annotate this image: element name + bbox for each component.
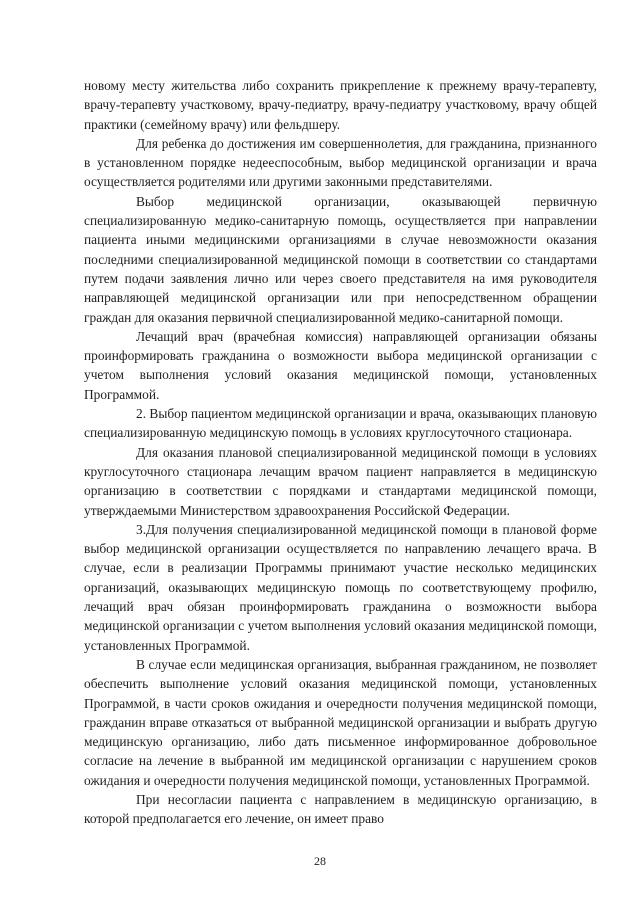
- paragraph-2: Для ребенка до достижения им совершеннолетия, для гражданина, признанного в установленном порядке недееспособным, выбор медицинской организации и врача осуществляется родителями или другими законными представителями.: [84, 135, 597, 190]
- paragraph-8: В случае если медицинская организация, выбранная гражданином, не позволяет обеспечить выполнение условий оказания медицинской помощи, установленных Программой, в части сроков ожидания и очередности получения медицинской помощи, гражданин вправе отказаться от выбранной медицинской организации и выбрать другую медицинскую организацию, либо дать письменное информированное добровольное согласие на лечение в выбранной им медицинской организации с нарушением сроков ожидания и очередности получения медицинской помощи, установленных Программой.: [84, 656, 597, 788]
- paragraph-7: 3.Для получения специализированной медицинской помощи в плановой форме выбор медицинской организации осуществляется по направлению лечащего врача. В случае, если в реализации Программы принимают участие несколько медицинских организаций, оказывающих медицинскую помощь по соответствующему профилю, лечащий врач обязан проинформировать гражданина о возможности выбора медицинской организации с учетом выполнения условий оказания медицинской помощи, установленных Программой.: [84, 521, 597, 653]
- paragraph-9: При несогласии пациента с направлением в медицинскую организацию, в которой предполагается его лечение, он имеет право: [84, 791, 597, 827]
- paragraph-1: новому месту жительства либо сохранить прикрепление к прежнему врачу-терапевту, врачу-терапевту участковому, врачу-педиатру, врачу-педиатру участковому, врачу общей практики (семейному врачу) или фельдшеру.: [84, 78, 597, 132]
- paragraph-6: Для оказания плановой специализированной медицинской помощи в условиях круглосуточного стационара лечащим врачом пациент направляется в медицинскую организацию в соответствии с порядками и стандартами медицинской помощи, утверждаемыми Министерством здравоохранения Российской Федерации.: [84, 444, 597, 518]
- document-body: [84, 76, 597, 829]
- page-number: 28: [314, 854, 326, 868]
- paragraph-5: 2. Выбор пациентом медицинской организации и врача, оказывающих плановую специализированную медицинскую помощь в условиях круглосуточного стационара.: [84, 406, 597, 441]
- paragraph-3: Выбор медицинской организации, оказывающей первичную специализированную медико-санитарную помощь, осуществляется при направлении пациента иными медицинскими организациями в случае невозможности оказания последними специализированной медицинской помощи в соответствии со стандартами путем подачи заявления лично или через своего представителя на имя руководителя направляющей медицинской организации или при непосредственном обращении граждан для оказания первичной специализированной медико-санитарной помощи.: [84, 193, 597, 325]
- paragraph-4: Лечащий врач (врачебная комиссия) направляющей организации обязаны проинформировать гражданина о возможности выбора медицинской организации с учетом выполнения условий оказания медицинской помощи, установленных Программой.: [84, 328, 597, 402]
